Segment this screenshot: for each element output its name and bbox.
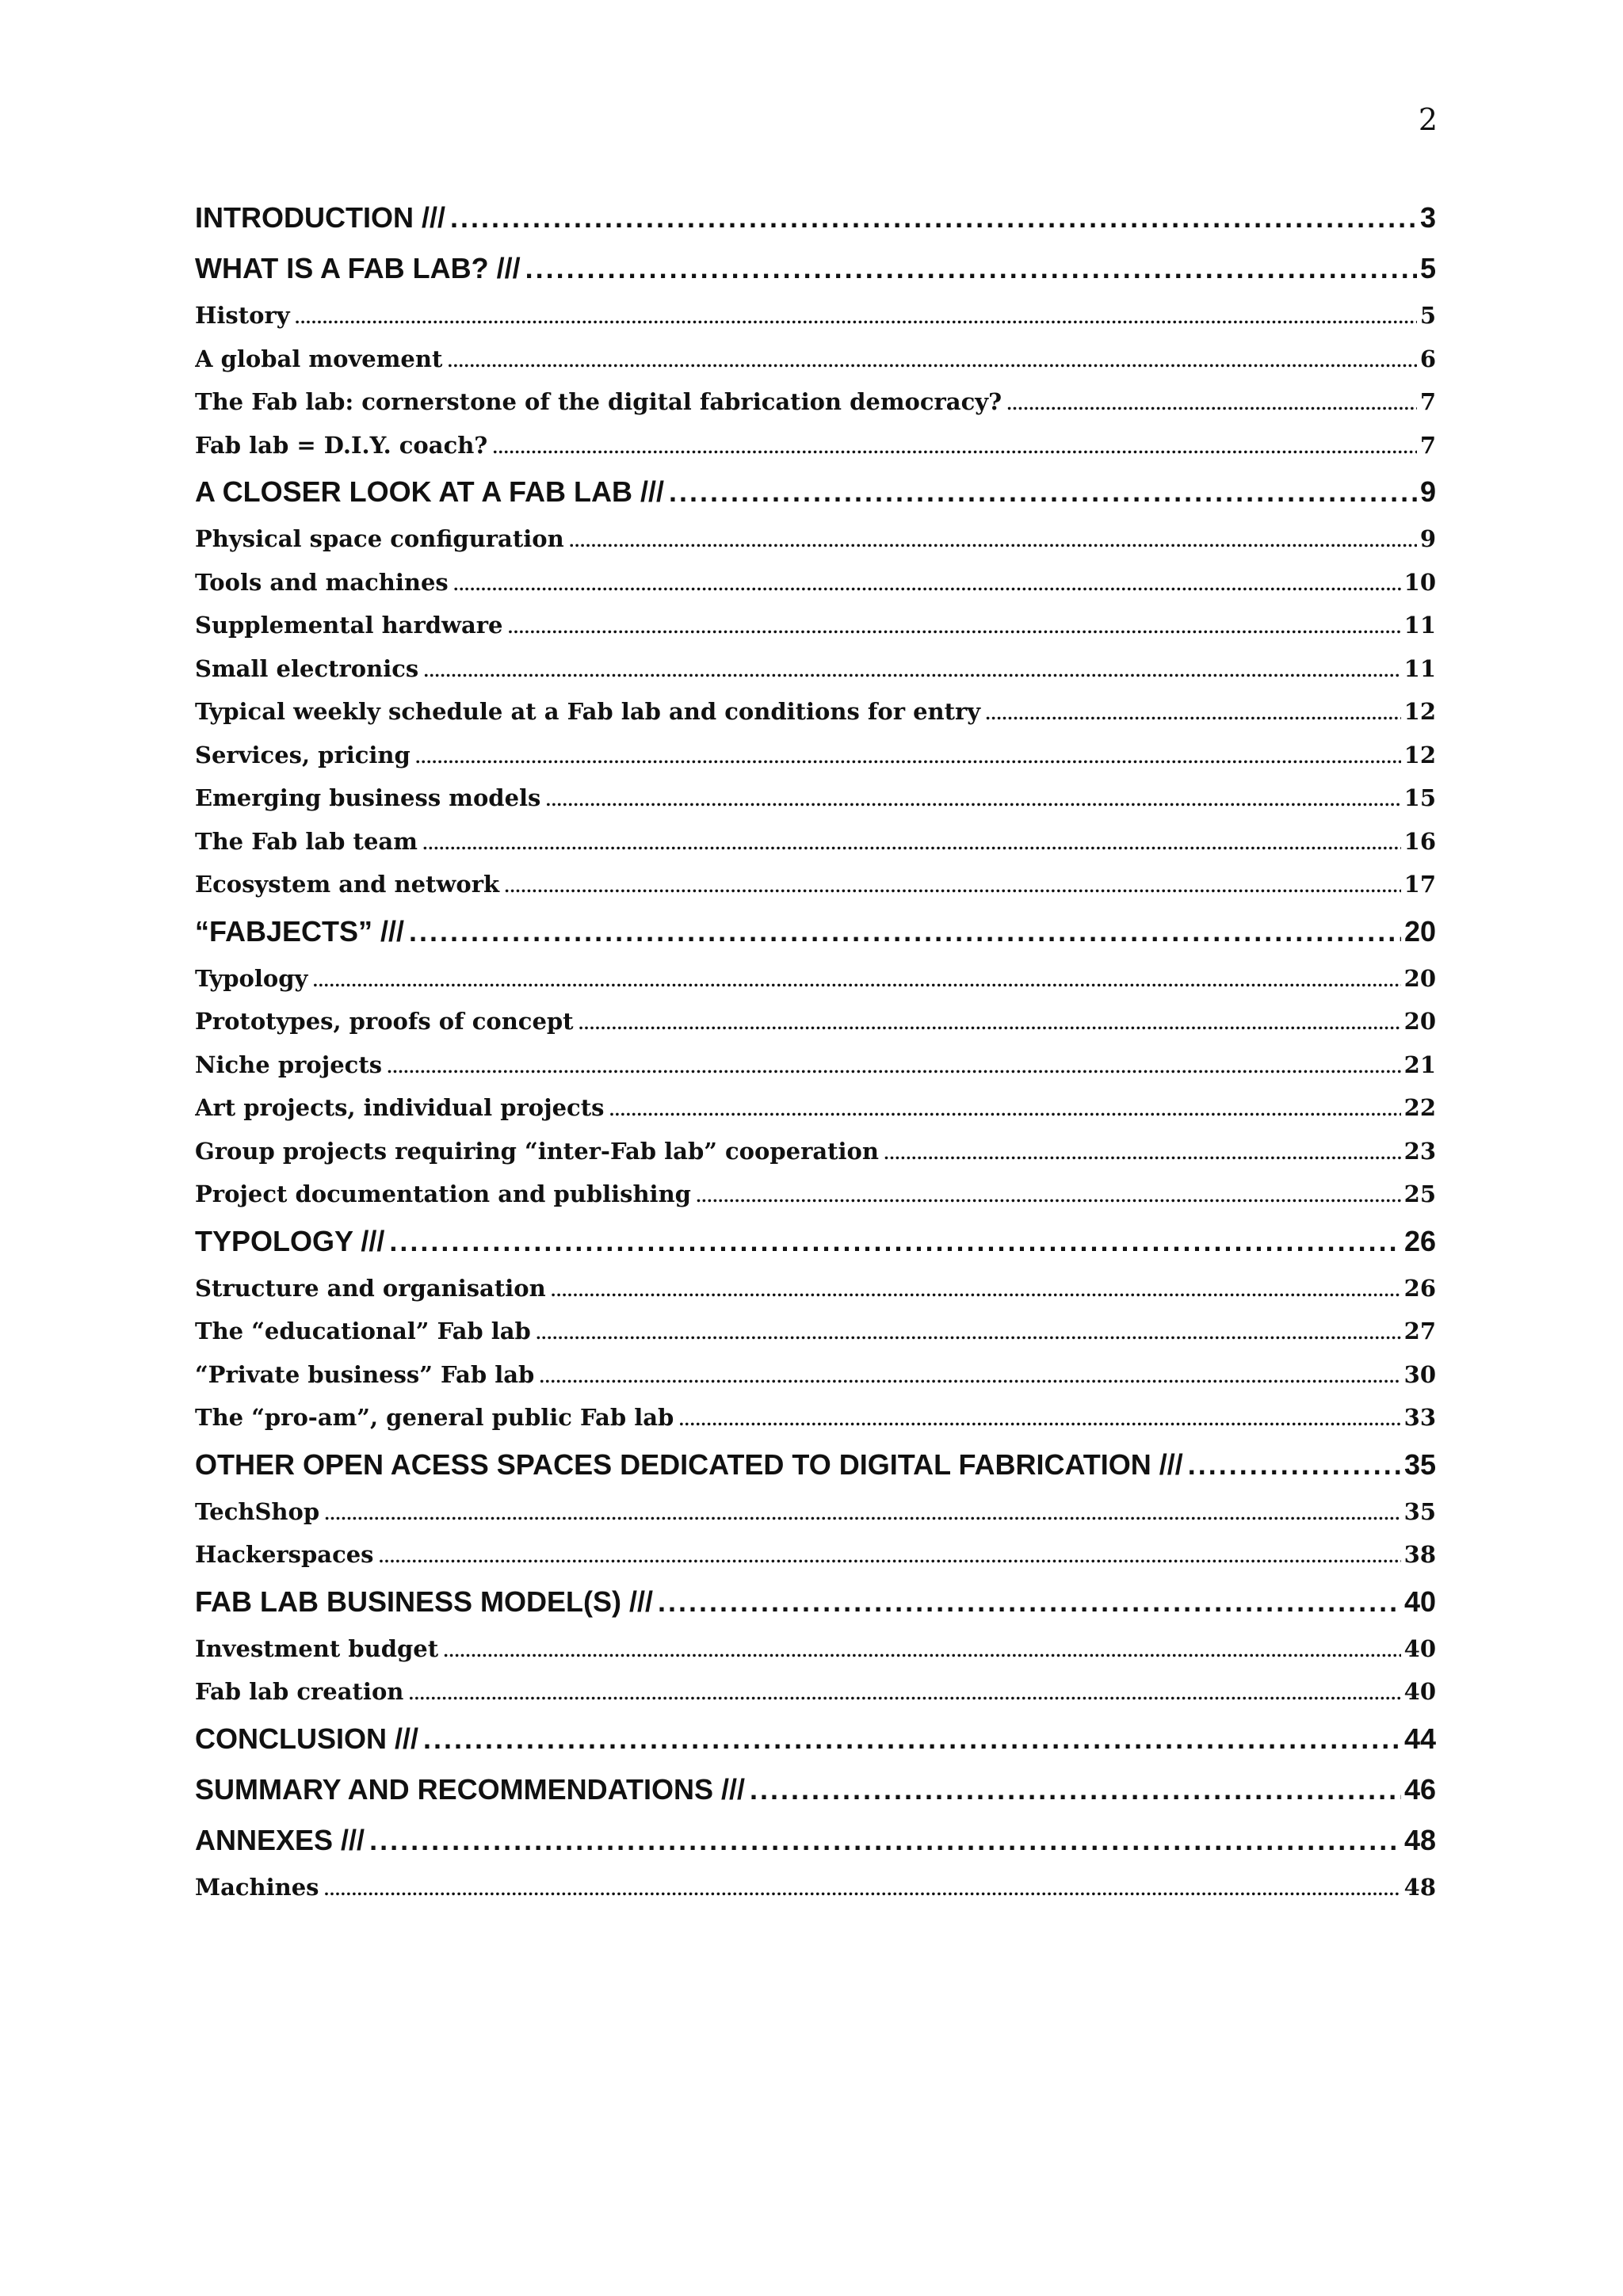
toc-subsection-entry[interactable] (195, 380, 1436, 424)
toc-section-entry[interactable] (195, 1714, 1436, 1764)
toc-section-entry[interactable] (195, 1577, 1436, 1627)
toc-dot-leader (369, 1815, 1401, 1866)
toc-entry-title: Tools and machines (195, 568, 449, 596)
toc-entry-title: ANNEXES /// (195, 1823, 365, 1856)
toc-entry-title: Supplemental hardware (195, 612, 503, 639)
toc-section-entry[interactable] (195, 1216, 1436, 1267)
toc-subsection-entry[interactable] (195, 294, 1436, 338)
toc-entry-page-number: 27 (1403, 1318, 1436, 1344)
toc-entry-page-number: 5 (1419, 302, 1436, 329)
toc-entry-page-number: 9 (1419, 525, 1436, 552)
toc-entry-title: SUMMARY AND RECOMMENDATIONS /// (195, 1772, 746, 1806)
toc-dot-leader (450, 193, 1417, 243)
toc-entry-title: Machines (195, 1873, 319, 1901)
toc-entry-title: The “pro-am”, general public Fab lab (195, 1404, 674, 1431)
toc-entry-page-number: 40 (1403, 1585, 1436, 1618)
toc-entry-title: WHAT IS A FAB LAB? /// (195, 252, 521, 284)
toc-dot-leader (678, 1396, 1400, 1440)
toc-dot-leader (545, 776, 1400, 820)
toc-entry-title: Art projects, individual projects (195, 1094, 605, 1121)
toc-entry-title: Services, pricing (195, 741, 411, 769)
toc-dot-leader (447, 338, 1416, 381)
toc-dot-leader (525, 243, 1417, 294)
toc-entry-title: Fab lab = D.I.Y. coach? (195, 431, 488, 459)
toc-dot-leader (423, 647, 1400, 691)
toc-entry-title: FAB LAB BUSINESS MODEL(S) /// (195, 1585, 654, 1618)
toc-section-entry[interactable] (195, 1815, 1436, 1866)
toc-entry-title: INTRODUCTION /// (195, 201, 445, 234)
toc-dot-leader (569, 517, 1417, 561)
toc-entry-page-number: 40 (1403, 1634, 1436, 1662)
toc-entry-page-number: 26 (1403, 1274, 1436, 1302)
toc-entry-title: OTHER OPEN ACESS SPACES DEDICATED TO DIGITAL FABRICATION /// (195, 1447, 1183, 1481)
toc-dot-leader (1188, 1440, 1401, 1490)
toc-dot-leader (579, 1000, 1401, 1043)
toc-entry-page-number: 16 (1403, 827, 1436, 855)
toc-subsection-entry[interactable] (195, 820, 1436, 864)
toc-dot-leader (507, 604, 1400, 647)
toc-subsection-entry[interactable] (195, 561, 1436, 605)
toc-entry-page-number: 40 (1403, 1678, 1436, 1705)
toc-entry-title: TechShop (195, 1497, 320, 1525)
toc-entry-page-number: 9 (1419, 475, 1436, 508)
toc-entry-page-number: 46 (1403, 1772, 1436, 1806)
toc-subsection-entry[interactable] (195, 604, 1436, 647)
toc-entry-page-number: 7 (1419, 388, 1436, 415)
toc-dot-leader (884, 1130, 1401, 1173)
toc-subsection-entry[interactable] (195, 647, 1436, 691)
toc-entry-title: The “educational” Fab lab (195, 1318, 531, 1344)
toc-subsection-entry[interactable] (195, 957, 1436, 1001)
toc-entry-title: “FABJECTS” /// (195, 914, 405, 948)
toc-dot-leader (1006, 380, 1417, 424)
toc-dot-leader (409, 906, 1401, 957)
toc-entry-title: Structure and organisation (195, 1274, 546, 1302)
toc-subsection-entry[interactable] (195, 1396, 1436, 1440)
toc-entry-page-number: 26 (1403, 1224, 1436, 1257)
toc-dot-leader (312, 957, 1400, 1001)
toc-subsection-entry[interactable] (195, 1310, 1436, 1353)
toc-subsection-entry[interactable] (195, 690, 1436, 734)
toc-dot-leader (696, 1173, 1401, 1216)
toc-subsection-entry[interactable] (195, 1533, 1436, 1577)
toc-subsection-entry[interactable] (195, 1490, 1436, 1534)
toc-entry-page-number: 3 (1419, 201, 1436, 234)
toc-subsection-entry[interactable] (195, 1353, 1436, 1397)
toc-dot-leader (536, 1310, 1401, 1353)
toc-section-entry[interactable] (195, 1764, 1436, 1815)
toc-entry-page-number: 23 (1403, 1137, 1436, 1165)
toc-section-entry[interactable] (195, 193, 1436, 243)
toc-dot-leader (415, 734, 1401, 777)
toc-dot-leader (453, 561, 1401, 605)
toc-entry-page-number: 38 (1403, 1541, 1436, 1568)
toc-entry-page-number: 11 (1403, 612, 1436, 639)
toc-subsection-entry[interactable] (195, 1086, 1436, 1130)
toc-dot-leader (379, 1533, 1401, 1577)
toc-entry-title: Fab lab creation (195, 1678, 404, 1705)
toc-entry-title: CONCLUSION /// (195, 1722, 419, 1755)
toc-entry-page-number: 44 (1403, 1722, 1436, 1755)
toc-entry-page-number: 22 (1403, 1094, 1436, 1121)
page-number: 2 (1418, 102, 1438, 137)
toc-entry-page-number: 20 (1403, 1008, 1436, 1035)
toc-entry-page-number: 12 (1403, 698, 1436, 725)
toc-entry-title: Ecosystem and network (195, 871, 500, 898)
toc-entry-title: Prototypes, proofs of concept (195, 1008, 574, 1035)
toc-subsection-entry[interactable] (195, 517, 1436, 561)
toc-entry-page-number: 10 (1403, 568, 1436, 596)
toc-entry-title: Niche projects (195, 1051, 383, 1078)
toc-subsection-entry[interactable] (195, 1670, 1436, 1714)
toc-dot-leader (658, 1577, 1401, 1627)
toc-subsection-entry[interactable] (195, 1627, 1436, 1671)
toc-entry-title: The Fab lab: cornerstone of the digital fabrication democracy? (195, 388, 1002, 415)
table-of-contents (195, 193, 1436, 1909)
toc-entry-title: Small electronics (195, 654, 419, 682)
toc-subsection-entry[interactable] (195, 1866, 1436, 1909)
toc-subsection-entry[interactable] (195, 1130, 1436, 1173)
toc-entry-title: TYPOLOGY /// (195, 1224, 385, 1257)
toc-entry-page-number: 33 (1403, 1404, 1436, 1431)
toc-dot-leader (443, 1627, 1400, 1671)
toc-entry-page-number: 21 (1403, 1051, 1436, 1078)
toc-dot-leader (609, 1086, 1400, 1130)
toc-dot-leader (422, 820, 1401, 864)
toc-entry-title: Physical space configuration (195, 525, 564, 552)
toc-subsection-entry[interactable] (195, 863, 1436, 906)
toc-entry-page-number: 20 (1403, 914, 1436, 948)
toc-dot-leader (295, 294, 1417, 338)
toc-subsection-entry[interactable] (195, 734, 1436, 777)
toc-dot-leader (669, 467, 1417, 517)
toc-dot-leader (423, 1714, 1401, 1764)
toc-entry-page-number: 35 (1403, 1447, 1436, 1481)
toc-entry-page-number: 5 (1419, 252, 1436, 284)
toc-entry-page-number: 6 (1419, 345, 1436, 372)
toc-entry-page-number: 35 (1403, 1497, 1436, 1525)
toc-entry-page-number: 20 (1403, 964, 1436, 992)
toc-entry-page-number: 30 (1403, 1360, 1436, 1388)
toc-section-entry[interactable] (195, 467, 1436, 517)
toc-entry-page-number: 12 (1403, 741, 1436, 769)
toc-section-entry[interactable] (195, 906, 1436, 957)
toc-dot-leader (408, 1670, 1400, 1714)
toc-subsection-entry[interactable] (195, 1173, 1436, 1216)
toc-dot-leader (504, 863, 1401, 906)
toc-entry-title: “Private business” Fab lab (195, 1360, 535, 1388)
toc-dot-leader (539, 1353, 1400, 1397)
toc-subsection-entry[interactable] (195, 338, 1436, 381)
toc-section-entry[interactable] (195, 1440, 1436, 1490)
toc-entry-title: Typical weekly schedule at a Fab lab and conditions for entry (195, 698, 981, 725)
toc-dot-leader (985, 690, 1401, 734)
toc-entry-title: History (195, 302, 290, 329)
toc-entry-title: The Fab lab team (195, 827, 418, 855)
toc-section-entry[interactable] (195, 243, 1436, 294)
toc-subsection-entry[interactable] (195, 1267, 1436, 1310)
toc-entry-page-number: 15 (1403, 784, 1436, 811)
toc-entry-title: Emerging business models (195, 784, 541, 811)
toc-subsection-entry[interactable] (195, 1000, 1436, 1043)
toc-dot-leader (324, 1490, 1401, 1534)
toc-entry-title: Hackerspaces (195, 1541, 374, 1568)
toc-subsection-entry[interactable] (195, 424, 1436, 467)
toc-dot-leader (387, 1043, 1401, 1087)
toc-dot-leader (551, 1267, 1401, 1310)
toc-entry-page-number: 11 (1403, 654, 1436, 682)
toc-entry-page-number: 7 (1419, 431, 1436, 459)
toc-dot-leader (750, 1764, 1401, 1815)
toc-dot-leader (389, 1216, 1401, 1267)
toc-entry-title: A global movement (195, 345, 443, 372)
toc-entry-title: A CLOSER LOOK AT A FAB LAB /// (195, 475, 664, 508)
toc-entry-title: Investment budget (195, 1634, 439, 1662)
toc-subsection-entry[interactable] (195, 1043, 1436, 1087)
toc-entry-page-number: 48 (1403, 1873, 1436, 1901)
toc-entry-page-number: 25 (1403, 1180, 1436, 1207)
toc-subsection-entry[interactable] (195, 776, 1436, 820)
toc-entry-title: Project documentation and publishing (195, 1180, 691, 1207)
toc-entry-title: Group projects requiring “inter-Fab lab” cooperation (195, 1137, 879, 1165)
toc-dot-leader (492, 424, 1417, 467)
toc-entry-page-number: 48 (1403, 1823, 1436, 1856)
toc-entry-title: Typology (195, 964, 308, 992)
toc-entry-page-number: 17 (1403, 871, 1436, 898)
toc-dot-leader (324, 1866, 1401, 1909)
